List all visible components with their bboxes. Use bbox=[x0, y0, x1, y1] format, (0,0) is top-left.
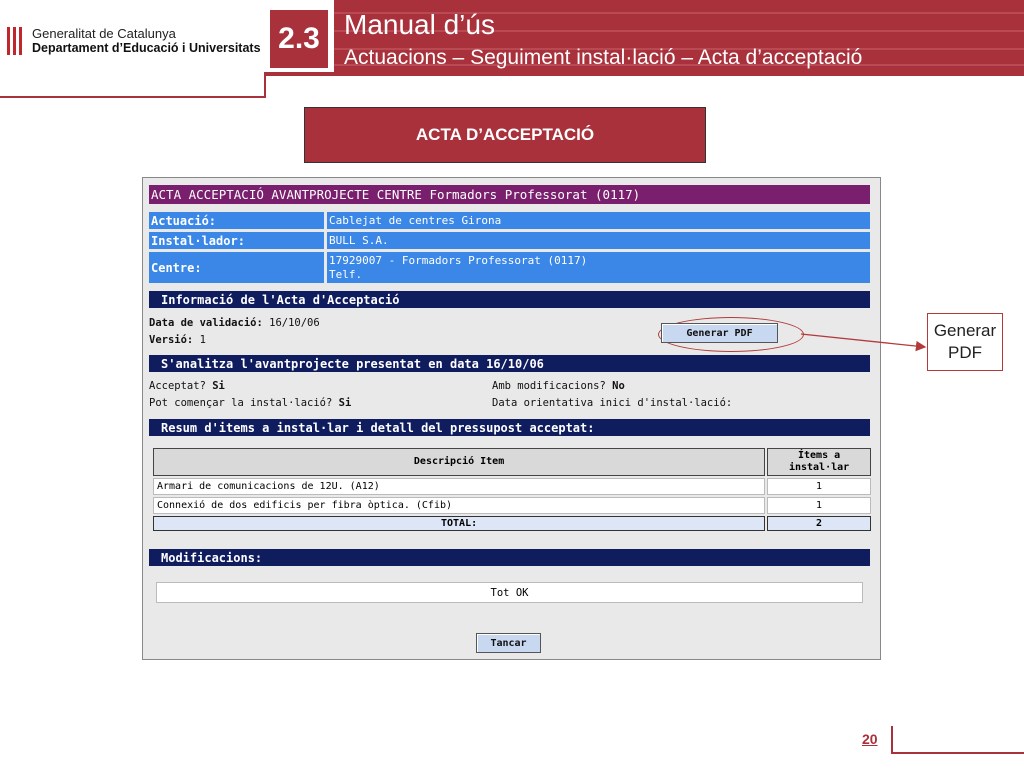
field-label: Actuació: bbox=[149, 212, 324, 229]
footer-line-vertical bbox=[891, 726, 893, 754]
item-quantity: 1 bbox=[767, 497, 871, 514]
page-title: Manual d’ús bbox=[344, 9, 495, 40]
org-line1: Generalitat de Catalunya bbox=[32, 26, 176, 41]
generate-pdf-callout bbox=[927, 313, 1003, 371]
centre-phone: Telf. bbox=[329, 267, 363, 281]
org-line2: Departament d’Educació i Universitats bbox=[32, 41, 261, 55]
can-start: Pot començar la instal·lació? Si bbox=[149, 397, 352, 409]
section-number: 2.3 bbox=[270, 10, 328, 68]
col-description: Descripció Item bbox=[153, 448, 765, 476]
field-value: Cablejat de centres Girona bbox=[327, 212, 870, 229]
item-description: Armari de comunicacions de 12U. (A12) bbox=[153, 478, 765, 495]
callout-line1: Generar bbox=[933, 321, 997, 340]
footer-line-horizontal bbox=[891, 752, 1024, 754]
version: Versió: 1 bbox=[149, 334, 206, 346]
field-value: BULL S.A. bbox=[327, 232, 870, 249]
validation-date: Data de validació: 16/10/06 bbox=[149, 317, 320, 329]
section-modifications: Modificacions: bbox=[149, 549, 870, 566]
accepted: Acceptat? Si bbox=[149, 380, 225, 392]
section-info: Informació de l'Acta d'Acceptació bbox=[149, 291, 870, 308]
generate-pdf-button[interactable]: Generar PDF bbox=[661, 323, 778, 343]
modifications-text: Tot OK bbox=[156, 582, 863, 603]
item-description: Connexió de dos edificis per fibra òptica. (Cfib) bbox=[153, 497, 765, 514]
callout-line2: PDF bbox=[948, 343, 982, 362]
close-button[interactable]: Tancar bbox=[476, 633, 541, 653]
form-title: ACTA ACCEPTACIÓ AVANTPROJECTE CENTRE Formadors Professorat (0117) bbox=[149, 185, 870, 204]
section-items: Resum d'items a instal·lar i detall del pressupost acceptat: bbox=[149, 419, 870, 436]
start-date: Data orientativa inici d'instal·lació: bbox=[492, 397, 733, 409]
section-banner: ACTA D’ACCEPTACIÓ bbox=[304, 107, 706, 163]
with-modifications: Amb modificacions? No bbox=[492, 380, 625, 392]
page-subtitle: Actuacions – Seguiment instal·lació – Acta d’acceptació bbox=[344, 46, 863, 69]
centre-name: 17929007 - Formadors Professorat (0117) bbox=[329, 253, 588, 267]
total-value: 2 bbox=[767, 516, 871, 531]
item-quantity: 1 bbox=[767, 478, 871, 495]
section-analysis: S'analitza l'avantprojecte presentat en data 16/10/06 bbox=[149, 355, 870, 372]
field-label: Centre: bbox=[149, 252, 324, 283]
total-label: TOTAL: bbox=[153, 516, 765, 531]
col-quantity: Ítems a instal·lar bbox=[767, 448, 871, 476]
field-label: Instal·lador: bbox=[149, 232, 324, 249]
page-number: 20 bbox=[862, 731, 878, 747]
